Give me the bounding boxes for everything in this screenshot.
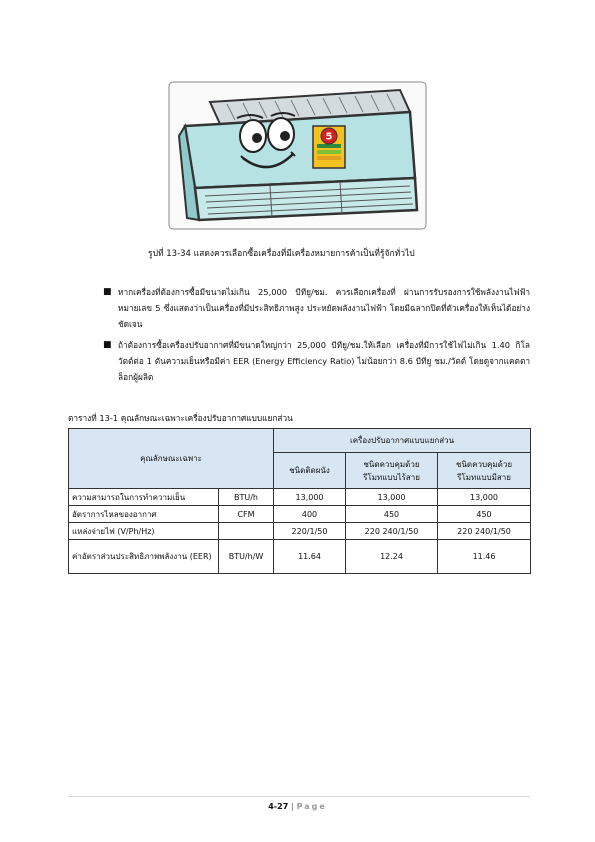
footer-separator: | — [291, 802, 294, 811]
energy-label-badge — [321, 128, 337, 144]
bullet-item — [100, 284, 530, 332]
column-header-wall: ชนิดติดผนัง — [274, 453, 346, 489]
table-caption: ตารางที่ 13-1 คุณลักษณะเฉพาะเครื่องปรับอากาศแบบแยกส่วน — [68, 413, 293, 423]
value-cell: 450 — [346, 506, 438, 523]
column-header-wired — [438, 453, 531, 489]
spec-cell: ความสามารถในการทำความเย็น — [69, 489, 219, 506]
page-number: 4-27 — [268, 802, 289, 811]
air-conditioner-illustration — [165, 78, 430, 233]
page-word: Page — [296, 802, 327, 811]
unit-cell: BTU/h — [219, 489, 274, 506]
energy-label-number: 5 — [325, 131, 333, 143]
spec-header: คุณลักษณะเฉพาะ — [69, 429, 274, 489]
value-cell: 13,000 — [274, 489, 346, 506]
column-header-wireless — [346, 453, 438, 489]
bullet-item — [100, 337, 530, 385]
table-row — [69, 489, 531, 506]
column-header-line: รีโมทแบบไร้สาย — [363, 472, 420, 482]
unit-cell: CFM — [219, 506, 274, 523]
spec-cell: แหล่งจ่ายไฟ (V/Ph/Hz) — [69, 523, 219, 540]
column-header-line: รีโมทแบบมีสาย — [457, 472, 511, 482]
column-header-line: ชนิดควบคุมด้วย — [456, 459, 513, 469]
unit-cell: BTU/h/W — [219, 540, 274, 574]
spec-cell: ค่าอัตราส่วนประสิทธิภาพพลังงาน (EER) — [69, 540, 219, 574]
table-header-row — [69, 429, 531, 453]
column-header-line: ชนิดควบคุมด้วย — [363, 459, 420, 469]
group-header: เครื่องปรับอากาศแบบแยกส่วน — [274, 429, 531, 453]
bullet-text: ถ้าต้องการซื้อเครื่องปรับอากาศที่มีขนาดใหญ่กว่า 25,000 บีทียู/ชม.ให้เลือก เครื่องที่มีการใช้ไฟไม่เกิน 1.40 กิโลวัตต์ต่อ 1 ตันความเย็นหรือมีค่า EER (Energy Efficiency Ratio) ไม่น้อยกว่า 8.6 บีทียู ชม./วัตต์ โดยดูจากแคตตาล็อกผู้ผลิต — [118, 340, 530, 382]
table-row — [69, 506, 531, 523]
value-cell: 11.64 — [274, 540, 346, 574]
value-cell: 11.46 — [438, 540, 531, 574]
value-cell: 220 240/1/50 — [438, 523, 531, 540]
value-cell: 220/1/50 — [274, 523, 346, 540]
footer-divider — [68, 796, 530, 797]
figure-caption: รูปที่ 13-34 แสดงควรเลือกซื้อเครื่องที่มีเครื่องหมายการค้าเป็นที่รู้จักทั่วไป — [148, 249, 415, 259]
value-cell: 12.24 — [346, 540, 438, 574]
value-cell: 400 — [274, 506, 346, 523]
value-cell: 13,000 — [346, 489, 438, 506]
bullet-icon: ■ — [103, 287, 112, 297]
value-cell: 13,000 — [438, 489, 531, 506]
value-cell: 220 240/1/50 — [346, 523, 438, 540]
bullet-icon: ■ — [103, 340, 112, 350]
value-cell: 450 — [438, 506, 531, 523]
page-footer — [0, 802, 595, 811]
bullet-text: หากเครื่องที่ต้องการซื้อมีขนาดไม่เกิน 25,000 บีทียู/ชม. ควรเลือกเครื่องที่ ผ่านการรับรองการใช้พลังงานไฟฟ้าหมายเลข 5 ซึ่งแสดงว่าเป็นเครื่องที่มีประสิทธิภาพสูง ประหยัดพลังงานไฟฟ้า โดยมีฉลากปิดที่ตัวเครื่องให้เห็นได้อย่างชัดเจน — [118, 287, 530, 329]
table-row — [69, 540, 531, 574]
spec-cell: อัตราการไหลของอากาศ — [69, 506, 219, 523]
bullet-list — [100, 284, 530, 385]
spec-table — [68, 428, 531, 574]
air-conditioner-cartoon-icon — [169, 82, 426, 229]
unit-cell — [219, 523, 274, 540]
table-row — [69, 523, 531, 540]
